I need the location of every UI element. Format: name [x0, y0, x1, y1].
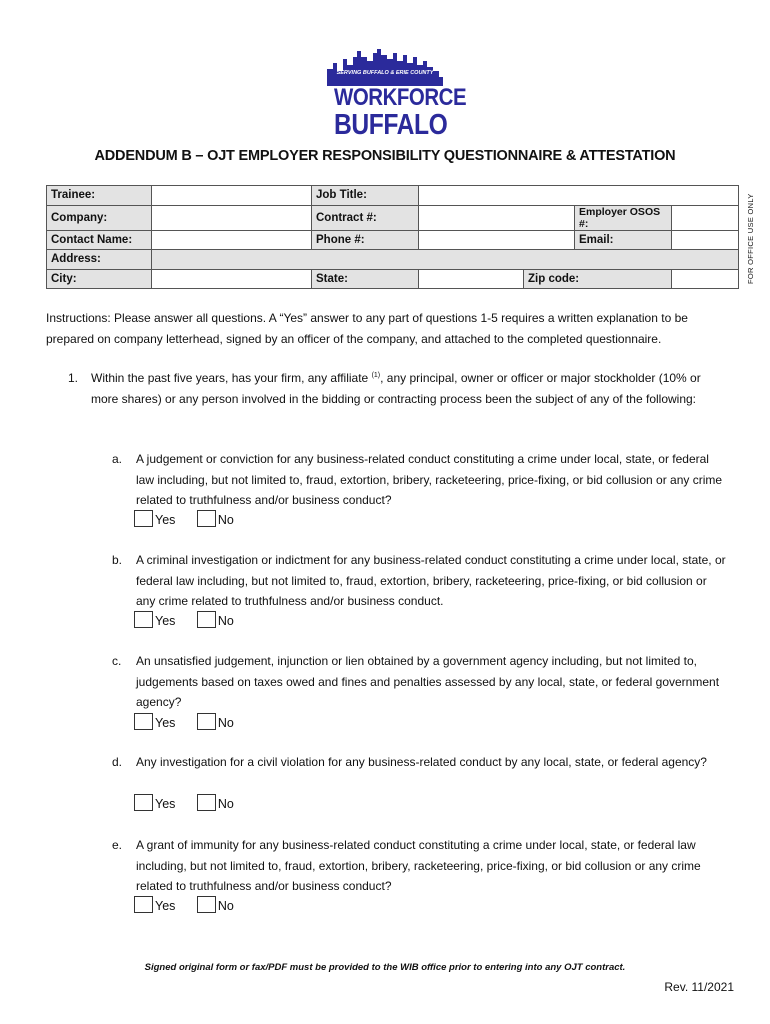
subquestion-text: An unsatisfied judgement, injunction or lien obtained by a government agency including, but not limited to, judgements based on taxes owed and fines and penalties assessed by any local, state, or federal government agency? [136, 654, 720, 709]
employer-osos-field[interactable] [672, 205, 739, 230]
job-title-label: Job Title: [312, 186, 419, 206]
subquestion-letter: e. [112, 838, 123, 852]
no-label: No [217, 513, 234, 527]
no-checkbox[interactable] [197, 794, 216, 811]
job-title-field[interactable] [419, 186, 739, 206]
subquestion-text: A grant of immunity for any business-related conduct constituting a crime under local, state, or federal law including, but not limited to, fraud, extortion, bribery, racketeering, price-fixing, or bid collusion or any crime related to truthfulness and/or business conduct? [136, 838, 701, 893]
table-row [47, 186, 739, 206]
yes-no-options [134, 713, 238, 731]
zip-label: Zip code: [524, 269, 672, 289]
logo-word-workforce: WORKFORCE [334, 84, 467, 111]
no-checkbox[interactable] [197, 896, 216, 913]
yes-label: Yes [155, 797, 176, 811]
city-field[interactable] [152, 269, 312, 289]
contact-name-field[interactable] [152, 230, 312, 250]
table-row [47, 269, 739, 289]
no-checkbox[interactable] [197, 713, 216, 730]
office-use-only-label [742, 186, 760, 286]
yes-checkbox[interactable] [134, 713, 153, 730]
trainee-field[interactable] [152, 186, 312, 206]
footnote-marker: (1) [371, 372, 381, 379]
question-text-part: , any principal, owner or officer or major stockholder (10% or more shares) or any person involved in the bidding or contracting process been the subject of any of the following: [91, 371, 701, 406]
email-field[interactable] [672, 230, 739, 250]
footer-note: Signed original form or fax/PDF must be provided to the WIB office prior to entering into any OJT contract. [144, 962, 626, 973]
no-label: No [217, 797, 234, 811]
subquestion-text: A criminal investigation or indictment for any business-related conduct constituting a crime under local, state, or federal law including, but not limited to, fraud, extortion, bribery, racketeering, price-fixing, or bid collusion or any crime related to truthfulness and/or business conduct. [136, 553, 726, 608]
subquestion-text: Any investigation for a civil violation for any business-related conduct by any local, state, or federal agency? [136, 755, 707, 769]
page-title: ADDENDUM B – OJT EMPLOYER RESPONSIBILITY QUESTIONNAIRE & ATTESTATION [94, 148, 676, 164]
yes-no-options [134, 611, 238, 629]
logo-tagline: SERVING BUFFALO & ERIE COUNTY [336, 70, 434, 76]
question-text [91, 368, 731, 409]
logo-word-buffalo: BUFFALO [334, 109, 448, 141]
subquestion-text: A judgement or conviction for any business-related conduct constituting a crime under local, state, or federal law including, but not limited to, fraud, extortion, bribery, racketeering, price-fixing, or bid collusion or any crime related to truthfulness and/or business conduct? [136, 452, 723, 507]
table-row [47, 205, 739, 230]
employer-info-table [46, 185, 739, 289]
employer-osos-label: Employer OSOS #: [575, 205, 672, 230]
subquestion-letter: a. [112, 452, 123, 466]
yes-checkbox[interactable] [134, 794, 153, 811]
contract-field[interactable] [419, 205, 575, 230]
city-label: City: [47, 269, 152, 289]
instructions-text: Instructions: Please answer all questions. A “Yes” answer to any part of questions 1-5 requires a written explanation to be prepared on company letterhead, signed by an officer of the company, and attached to the completed questionnaire. [46, 311, 688, 346]
email-label: Email: [575, 230, 672, 250]
no-label: No [217, 614, 234, 628]
yes-label: Yes [155, 716, 176, 730]
no-label: No [217, 899, 234, 913]
subquestion-letter: d. [112, 755, 123, 769]
yes-label: Yes [155, 899, 176, 913]
phone-label: Phone #: [312, 230, 419, 250]
question-text-part: Within the past five years, has your firm, any affiliate [91, 371, 372, 385]
contract-label: Contract #: [312, 205, 419, 230]
no-checkbox[interactable] [197, 611, 216, 628]
yes-checkbox[interactable] [134, 510, 153, 527]
table-row [47, 250, 739, 270]
table-row [47, 230, 739, 250]
phone-field[interactable] [419, 230, 575, 250]
yes-checkbox[interactable] [134, 896, 153, 913]
yes-no-options [134, 896, 238, 914]
state-label: State: [312, 269, 419, 289]
yes-no-options [134, 510, 238, 528]
yes-checkbox[interactable] [134, 611, 153, 628]
no-checkbox[interactable] [197, 510, 216, 527]
revision-label: Rev. 11/2021 [664, 980, 734, 994]
yes-no-options [134, 794, 238, 812]
yes-label: Yes [155, 614, 176, 628]
question-number: 1. [68, 371, 79, 385]
state-field[interactable] [419, 269, 524, 289]
no-label: No [217, 716, 234, 730]
subquestion-letter: b. [112, 553, 123, 567]
office-use-only-text: FOR OFFICE USE ONLY [746, 193, 755, 284]
address-field[interactable] [152, 250, 739, 270]
company-field[interactable] [152, 205, 312, 230]
trainee-label: Trainee: [47, 186, 152, 206]
yes-label: Yes [155, 513, 176, 527]
contact-name-label: Contact Name: [47, 230, 152, 250]
zip-field[interactable] [672, 269, 739, 289]
workforce-buffalo-logo [325, 47, 467, 143]
subquestion-letter: c. [112, 654, 122, 668]
company-label: Company: [47, 205, 152, 230]
address-label: Address: [47, 250, 152, 270]
